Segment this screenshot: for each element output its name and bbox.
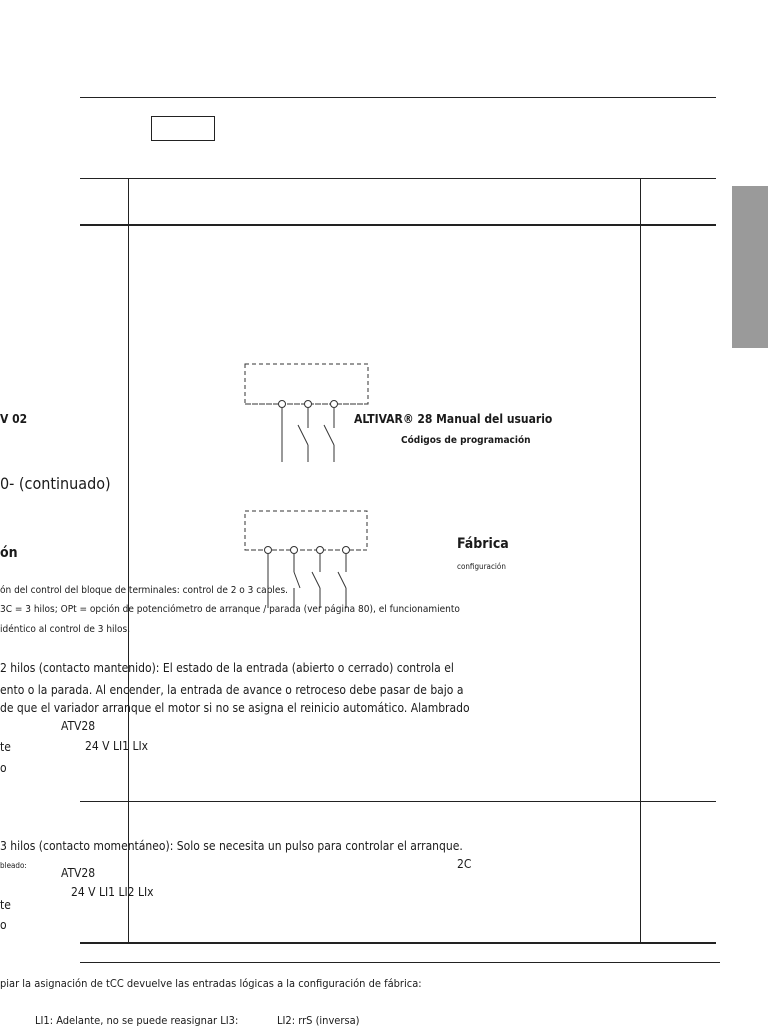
footer-assign: LI1: Adelante, no se puede reasignar LI3: <box>35 1014 239 1027</box>
section3-line: 3 hilos (contacto momentáneo): Solo se necesita un pulso para controlar el arranque. <box>0 839 463 853</box>
section3-wiring: bleado: <box>0 861 27 870</box>
body-line-6: de que el variador arranque el motor si no se asigna el reinicio automático. Alambrado <box>0 701 470 715</box>
diagram2-model: ATV28 <box>61 866 96 880</box>
body-line-1: ón del control del bloque de terminales: control de 2 o 3 cables. <box>0 585 288 596</box>
manual-title: ALTIVAR® 28 Manual del usuario <box>354 412 553 426</box>
body-line-5: ento o la parada. Al encender, la entrada de avance o retroceso debe pasar de bajo a <box>0 683 464 697</box>
body-line-4: 2 hilos (contacto mantenido): El estado de la entrada (abierto o cerrado) controla el <box>0 661 454 675</box>
footer-assign2: LI2: rrS (inversa) <box>277 1014 360 1027</box>
factory-subtitle: configuración <box>457 562 506 571</box>
body-line-2: 3C = 3 hilos; OPt = opción de potenciómetro de arranque / parada (ver página 80), el funcionamiento <box>0 604 460 615</box>
factory-value: 2C <box>457 857 472 871</box>
diagram2-label-b: o <box>0 918 7 932</box>
diagram2-label-a: te <box>0 898 11 912</box>
section-title-text: 0- (continuado) <box>0 474 111 493</box>
footer-note: piar la asignación de tCC devuelve las entradas lógicas a la configuración de fábrica: <box>0 977 422 990</box>
manual-subtitle: Códigos de programación <box>401 435 531 446</box>
doc-code: V 02 <box>0 412 28 426</box>
diagram2-terminals: 24 V LI1 LI2 LIx <box>71 885 154 899</box>
section-sub: ón <box>0 545 18 561</box>
diagram1-label-b: o <box>0 761 7 775</box>
diagram1-label-a: te <box>0 740 11 754</box>
factory-title: Fábrica <box>457 536 509 552</box>
diagram1-terminals: 24 V LI1 LIx <box>85 739 149 753</box>
body-line-3: idéntico al control de 3 hilos. <box>0 624 131 635</box>
diagram1-model: ATV28 <box>61 719 96 733</box>
